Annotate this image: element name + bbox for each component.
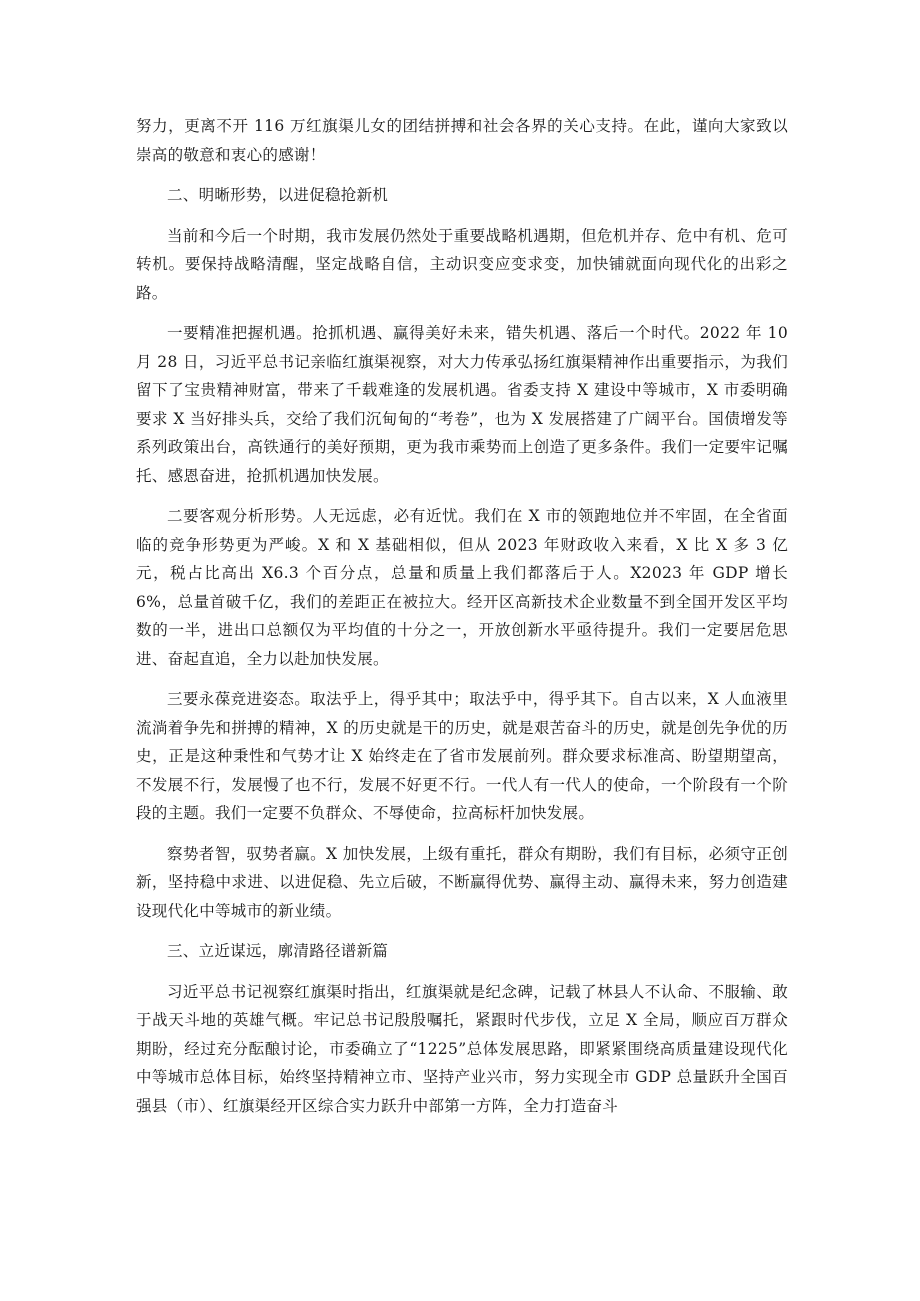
paragraph: 二要客观分析形势。人无远虑，必有近忧。我们在 X 市的领跑地位并不牢固，在全省面临的竞争形势更为严峻。X 和 X 基础相似，但从 2023 年财政收入来看，X 比 X 多 3 亿元，税占比高出 X6.3 个百分点，总量和质量上我们都落后于人。X2023 年 GDP 增长 6%，总量首破千亿，我们的差距正在被拉大。经开区高新技术企业数量不到全国开发区平均数的一半，进出口总额仅为平均值的十分之一，开放创新水平亟待提升。我们一定要居危思进、奋起直追，全力以赴加快发展。 bbox=[136, 507, 788, 668]
paragraph-intro-continuation: 努力，更离不开 116 万红旗渠儿女的团结拼搏和社会各界的关心支持。在此，谨向大家致以崇高的敬意和衷心的感谢！ bbox=[136, 117, 788, 164]
section-heading-2: 二、明晰形势，以进促稳抢新机 bbox=[167, 186, 389, 204]
paragraph: 一要精准把握机遇。抢抓机遇、赢得美好未来，错失机遇、落后一个时代。2022 年 10 月 28 日，习近平总书记亲临红旗渠视察，对大力传承弘扬红旗渠精神作出重要指示，为我们留下了宝贵精神财富，带来了千载难逢的发展机遇。省委支持 X 建设中等城市，X 市委明确要求 X 当好排头兵，交给了我们沉甸甸的“考卷”，也为 X 发展搭建了广阔平台。国债增发等系列政策出台，高铁通行的美好预期，更为我市乘势而上创造了更多条件。我们一定要牢记嘱托、感恩奋进，抢抓机遇加快发展。 bbox=[136, 324, 788, 485]
paragraph: 当前和今后一个时期，我市发展仍然处于重要战略机遇期，但危机并存、危中有机、危可转机。要保持战略清醒，坚定战略自信，主动识变应变求变，加快铺就面向现代化的出彩之路。 bbox=[136, 226, 788, 302]
paragraph: 察势者智，驭势者赢。X 加快发展，上级有重托，群众有期盼，我们有目标，必须守正创新，坚持稳中求进、以进促稳、先立后破，不断赢得优势、赢得主动、赢得未来，努力创造建设现代化中等城市的新业绩。 bbox=[136, 844, 788, 920]
section-heading-3: 三、立近谋远，廓清路径谱新篇 bbox=[167, 942, 389, 960]
paragraph: 习近平总书记视察红旗渠时指出，红旗渠就是纪念碑，记载了林县人不认命、不服输、敢于战天斗地的英雄气概。牢记总书记殷殷嘱托，紧跟时代步伐，立足 X 全局，顺应百万群众期盼，经过充分酝酿讨论，市委确立了“1225”总体发展思路，即紧紧围绕高质量建设现代化中等城市总体目标，始终坚持精神立市、坚持产业兴市，努力实现全市 GDP 总量跃升全国百强县（市）、红旗渠经开区综合实力跃升中部第一方阵，全力打造奋斗 bbox=[136, 982, 788, 1115]
document-page bbox=[136, 112, 788, 1132]
paragraph: 三要永葆竞进姿态。取法乎上，得乎其中；取法乎中，得乎其下。自古以来，X 人血液里流淌着争先和拼搏的精神，X 的历史就是干的历史，就是艰苦奋斗的历史，就是创先争优的历史，正是这种秉性和气势才让 X 始终走在了省市发展前列。群众要求标准高、盼望期望高，不发展不行，发展慢了也不行，发展不好更不行。一代人有一代人的使命，一个阶段有一个阶段的主题。我们一定要不负群众、不辱使命，拉高标杆加快发展。 bbox=[136, 690, 788, 822]
